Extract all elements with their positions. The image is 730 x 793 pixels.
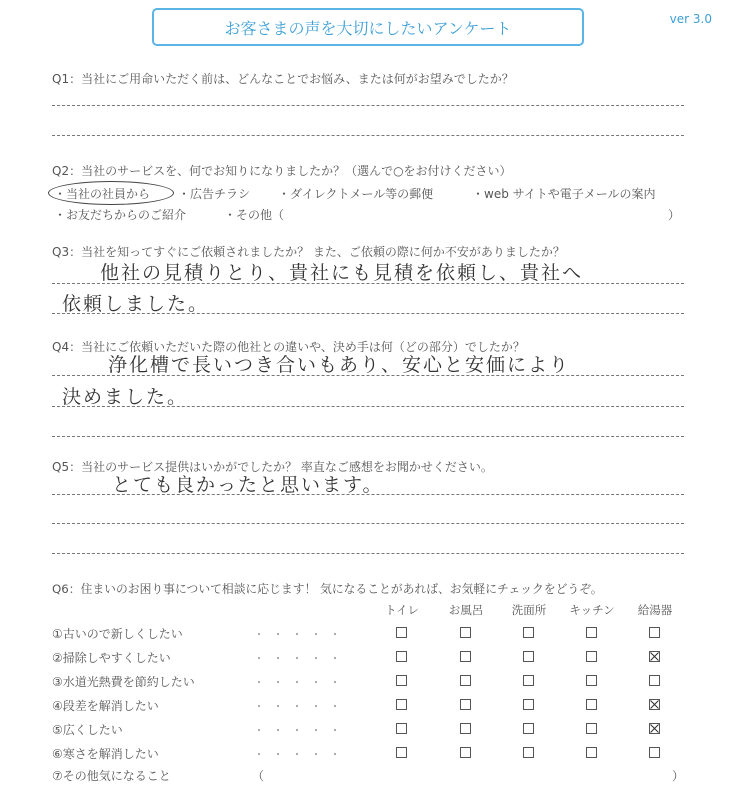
q6-checkbox-給湯器[interactable]: [649, 651, 660, 662]
q6-row-dots: ・・・・・: [254, 630, 349, 641]
q6-row-dots: ・・・・・: [254, 750, 349, 761]
q6-other-open-paren: （: [252, 769, 265, 783]
q4-line-1: [52, 375, 684, 376]
q6-checkbox-お風呂[interactable]: [460, 747, 471, 758]
q4-answer-line-2[interactable]: 決めました。: [62, 386, 189, 408]
q6-checkbox-トイレ[interactable]: [396, 747, 407, 758]
q1-question: Q1：当社にご用命いただく前は、どんなことでお悩み、または何がお望みでしたか？: [52, 72, 514, 86]
q6-other-label: ⑦その他気になること: [52, 769, 171, 783]
q6-row-label: ⑤広くしたい: [52, 723, 123, 737]
q6-checkbox-給湯器[interactable]: [649, 627, 660, 638]
column-toilet: トイレ: [385, 603, 419, 617]
q2-option-direct-mail[interactable]: ・ダイレクトメール等の郵便: [278, 187, 434, 201]
q6-checkbox-お風呂[interactable]: [460, 723, 471, 734]
q5-line-1: [52, 494, 684, 495]
column-bath: お風呂: [448, 603, 484, 617]
q6-row-label: ④段差を解消したい: [52, 699, 159, 713]
survey-title: お客さまの声を大切にしたいアンケート: [152, 8, 584, 46]
q6-checkbox-キッチン[interactable]: [586, 747, 597, 758]
q5-line-2: [52, 523, 684, 524]
q6-checkbox-お風呂[interactable]: [460, 699, 471, 710]
q6-row-label: ①古いので新しくしたい: [52, 627, 183, 641]
q4-line-2: [52, 406, 684, 407]
q6-checkbox-トイレ[interactable]: [396, 723, 407, 734]
q6-row-label: ⑥寒さを解消したい: [52, 747, 159, 761]
q6-checkbox-お風呂[interactable]: [460, 627, 471, 638]
q6-checkbox-トイレ[interactable]: [396, 627, 407, 638]
q6-checkbox-給湯器[interactable]: [649, 675, 660, 686]
q6-checkbox-キッチン[interactable]: [586, 723, 597, 734]
q5-question: Q5：当社のサービス提供はいかがでしたか？ 率直なご感想をお聞かせください。: [52, 460, 493, 474]
q6-checkbox-トイレ[interactable]: [396, 675, 407, 686]
q6-checkbox-洗面所[interactable]: [523, 651, 534, 662]
q3-line-1: [52, 283, 684, 284]
q6-row-dots: ・・・・・: [254, 654, 349, 665]
q6-row-dots: ・・・・・: [254, 726, 349, 737]
q3-answer-line-1[interactable]: 他社の見積りとり、貴社にも見積を依頼し、貴社へ: [100, 262, 584, 284]
column-kitchen: キッチン: [569, 603, 615, 617]
q4-question: Q4：当社にご依頼いただいた際の他社との違いや、決め手は何（どの部分）でしたか？: [52, 340, 525, 354]
q2-option-staff[interactable]: ・当社の社員から: [54, 187, 151, 201]
q6-checkbox-キッチン[interactable]: [586, 651, 597, 662]
q6-row-label: ③水道光熱費を節約したい: [52, 675, 195, 689]
column-washroom: 洗面所: [511, 603, 547, 617]
q6-checkbox-洗面所[interactable]: [523, 627, 534, 638]
q6-row-label: ②掃除しやすくしたい: [52, 651, 171, 665]
q5-line-3: [52, 553, 684, 554]
column-water-heater: 給湯器: [637, 603, 673, 617]
q6-checkbox-給湯器[interactable]: [649, 699, 660, 710]
q6-checkbox-給湯器[interactable]: [649, 747, 660, 758]
q2-option-other[interactable]: ・その他（: [224, 208, 285, 222]
q1-answer-line-1[interactable]: [52, 105, 684, 106]
q6-checkbox-キッチン[interactable]: [586, 675, 597, 686]
q6-checkbox-キッチン[interactable]: [586, 627, 597, 638]
q5-answer-line-1[interactable]: とても良かったと思います。: [112, 474, 384, 496]
version-label: ver 3.0: [669, 12, 712, 26]
q6-checkbox-洗面所[interactable]: [523, 747, 534, 758]
q6-other-input[interactable]: [270, 767, 665, 783]
q6-checkbox-洗面所[interactable]: [523, 723, 534, 734]
q6-checkbox-洗面所[interactable]: [523, 675, 534, 686]
q4-line-3: [52, 436, 684, 437]
q3-answer-line-2[interactable]: 依頼しました。: [62, 293, 210, 315]
q4-answer-line-1[interactable]: 浄化槽で長いつき合いもあり、安心と安価により: [108, 354, 571, 376]
q6-checkbox-トイレ[interactable]: [396, 699, 407, 710]
q2-option-friend[interactable]: ・お友だちからのご紹介: [54, 208, 187, 222]
q2-option-flyer[interactable]: ・広告チラシ: [178, 187, 251, 201]
q2-question: Q2：当社のサービスを、何でお知りになりましたか？（選んで○をお付けください）: [52, 164, 512, 178]
q3-question: Q3：当社を知ってすぐにご依頼されましたか？ また、ご依頼の際に何か不安がありましたか？: [52, 245, 565, 259]
q6-checkbox-お風呂[interactable]: [460, 675, 471, 686]
q3-line-2: [52, 313, 684, 314]
q6-other-close-paren: ）: [672, 769, 685, 783]
q6-row-dots: ・・・・・: [254, 702, 349, 713]
q6-checkbox-給湯器[interactable]: [649, 723, 660, 734]
q6-checkbox-キッチン[interactable]: [586, 699, 597, 710]
q2-option-website[interactable]: ・web サイトや電子メールの案内: [472, 187, 656, 201]
q6-row-dots: ・・・・・: [254, 678, 349, 689]
q6-question: Q6：住まいのお困り事について相談に応じます！ 気になることがあれば、お気軽にチェックをどうぞ。: [52, 582, 603, 596]
q6-checkbox-洗面所[interactable]: [523, 699, 534, 710]
q1-answer-line-2[interactable]: [52, 135, 684, 136]
q6-checkbox-お風呂[interactable]: [460, 651, 471, 662]
q6-checkbox-トイレ[interactable]: [396, 651, 407, 662]
q2-other-close-paren: ）: [668, 208, 681, 222]
